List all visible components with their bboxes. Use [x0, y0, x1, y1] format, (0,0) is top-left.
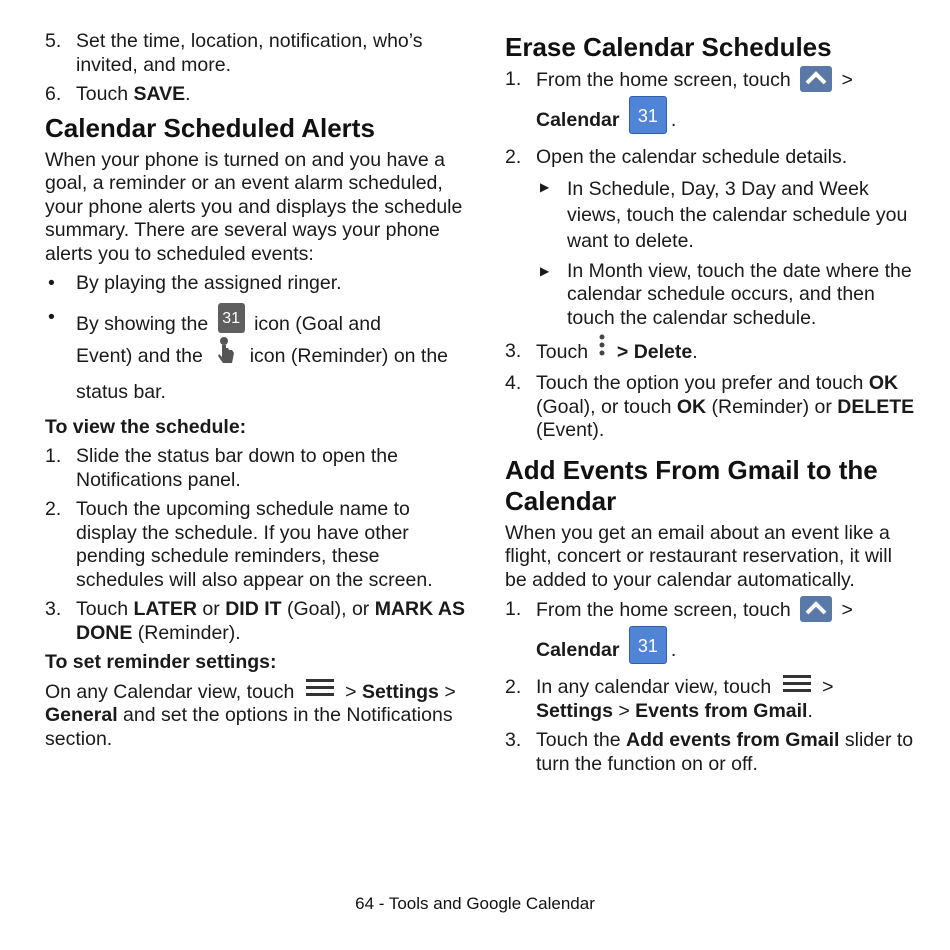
section-heading: Add Events From Gmail to the Calendar — [505, 454, 878, 516]
section-heading: Erase Calendar Schedules — [505, 32, 832, 62]
apps-up-arrow-icon — [800, 66, 832, 92]
list-item: 3. Touch the Add events from Gmail slider to turn the function on or off. — [505, 729, 914, 775]
subheading: To view the schedule: — [45, 415, 247, 438]
list-item: • By showing the 31 icon (Goal and Event) and the icon (Reminder) on the status bar. — [45, 306, 465, 410]
right-column — [505, 30, 915, 782]
status-bar-calendar-icon: 31 — [218, 303, 245, 333]
section-heading: Calendar Scheduled Alerts — [45, 112, 375, 143]
apps-up-arrow-icon — [800, 596, 832, 622]
calendar-app-icon: 31 — [629, 96, 667, 134]
menu-icon — [304, 678, 336, 698]
subheading: To set reminder settings: — [45, 651, 277, 673]
calendar-app-icon: 31 — [629, 626, 667, 664]
sub-list-item: ▶ In Schedule, Day, 3 Day and Week views, touch the calendar schedule you want to delete. — [540, 177, 908, 252]
list-item: 1. From the home screen, touch > Calendar 31 . — [505, 598, 915, 670]
list-item: • By playing the assigned ringer. — [48, 272, 342, 294]
paragraph: When you get an email about an event like a flight, concert or restaurant reservation, it will be added to your calendar automatically. — [505, 521, 892, 591]
paragraph: On any Calendar view, touch > Settings > General and set the options in the Notifications section. — [45, 681, 465, 752]
list-item: 1. Slide the status bar down to open the Notifications panel. — [45, 445, 398, 491]
view-steps-list — [45, 445, 465, 592]
sub-list-item: ▶ In Month view, touch the date where the calendar schedule occurs, and then touch the calendar schedule. — [540, 259, 912, 329]
list-item: 5. Set the time, location, notification, who’s invited, and more. — [45, 30, 423, 76]
menu-icon — [781, 674, 813, 694]
list-item: 2. Touch the upcoming schedule name to display the schedule. If you have other pending schedule reminders, these schedules will also appear on the screen. — [45, 498, 433, 591]
list-item: 6. Touch SAVE. — [45, 83, 191, 105]
left-column — [45, 30, 465, 757]
list-item: 3. Touch > Delete. — [505, 340, 915, 366]
list-item: 4. Touch the option you prefer and touch OK (Goal), or touch OK (Reminder) or DELETE (Event). — [505, 372, 915, 441]
more-options-icon — [597, 334, 607, 360]
paragraph: When your phone is turned on and you have a goal, a reminder or an event alarm scheduled, your phone alerts you and displays the schedule summary. There are several ways your phone alerts you to scheduled events: — [45, 148, 463, 265]
reminder-hand-icon — [212, 335, 240, 365]
page-footer: 64 - Tools and Google Calendar — [355, 894, 595, 913]
list-item: 2. Open the calendar schedule details. — [505, 146, 848, 168]
list-item: 1. From the home screen, touch > Calendar 31 . — [505, 68, 915, 140]
list-item: 2. In any calendar view, touch > Settings > Events from Gmail. — [505, 676, 915, 723]
list-item: 3. Touch LATER or DID IT (Goal), or MARK AS DONE (Reminder). — [45, 598, 465, 644]
